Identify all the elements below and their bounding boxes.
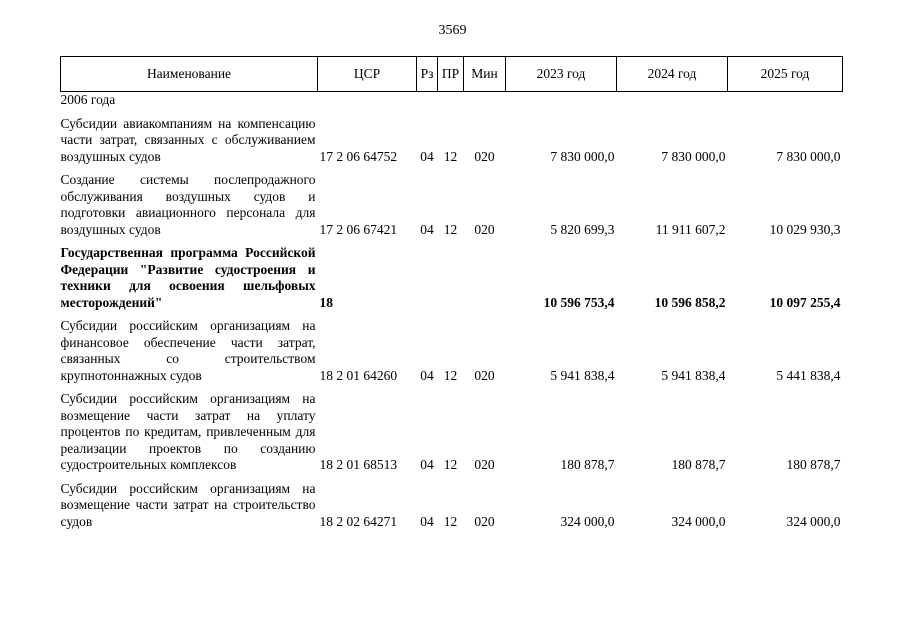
header-2024: 2024 год	[617, 57, 728, 92]
header-min: Мин	[464, 57, 506, 92]
row-min: 020	[474, 148, 495, 164]
header-pr: ПР	[438, 57, 464, 92]
row-2024: 5 941 838,4	[661, 367, 726, 383]
row-min: 020	[474, 457, 495, 472]
row-name: Субсидии авиакомпаниям на компенсацию части затрат, связанных с обслуживанием воздушных судов	[60, 115, 316, 164]
table-row	[61, 391, 843, 474]
row-min	[464, 92, 506, 109]
header-csr: ЦСР	[318, 57, 417, 92]
row-rz	[417, 92, 438, 109]
row-csr: 18 2 01 64260	[319, 367, 398, 383]
row-name: 2006 года	[60, 92, 116, 107]
row-2024: 180 878,7	[671, 457, 726, 472]
row-2024: 324 000,0	[671, 513, 726, 529]
table-row	[61, 481, 843, 531]
header-rz: Рз	[417, 57, 438, 92]
row-rz: 04	[420, 367, 434, 383]
row-name: Субсидии российским организациям на финансовое обеспечение части затрат, связанных со строительством крупнотоннажных судов	[60, 318, 316, 383]
row-2024: 11 911 607,2	[655, 221, 726, 237]
row-2025: 5 441 838,4	[776, 367, 841, 383]
row-rz	[417, 245, 438, 311]
row-2024: 7 830 000,0	[661, 148, 726, 164]
table-row	[61, 318, 843, 384]
row-2023: 180 878,7	[560, 457, 615, 472]
row-rz: 04	[420, 221, 434, 237]
row-min: 020	[474, 367, 495, 383]
row-2024: 10 596 858,2	[654, 294, 726, 310]
row-pr	[438, 92, 464, 109]
row-2025: 180 878,7	[786, 457, 841, 472]
row-name: Субсидии российским организациям на возмещение части затрат на уплату процентов по кредитам, привлеченным для реализации проектов по созданию судостроительных комплексов	[60, 391, 316, 472]
row-csr: 17 2 06 67421	[319, 221, 398, 237]
row-2025: 7 830 000,0	[776, 148, 841, 164]
header-name: Наименование	[61, 57, 318, 92]
page-number: 3569	[438, 23, 467, 38]
row-csr: 18 2 02 64271	[319, 513, 398, 529]
row-2025: 10 097 255,4	[769, 294, 841, 310]
table-row	[61, 172, 843, 238]
row-min: 020	[474, 221, 495, 237]
row-2023: 324 000,0	[560, 513, 615, 529]
row-rz: 04	[420, 513, 434, 529]
row-pr: 12	[443, 148, 458, 164]
row-2025	[728, 92, 843, 109]
row-2023: 5 820 699,3	[550, 221, 615, 237]
row-2025: 10 029 930,3	[769, 221, 841, 237]
table-row	[61, 116, 843, 166]
row-pr: 12	[443, 367, 458, 383]
row-name: Государственная программа Российской Федерации "Развитие судостроения и техники для освоения шельфовых месторождений"	[60, 245, 316, 310]
row-pr: 12	[443, 457, 458, 472]
row-csr	[318, 92, 417, 109]
table-row	[61, 92, 843, 109]
row-csr: 18	[319, 294, 333, 310]
row-2023: 5 941 838,4	[550, 367, 615, 383]
row-name: Создание системы послепродажного обслуживания воздушных судов и подготовки авиационного персонала для воздушных судов	[60, 172, 316, 237]
row-pr: 12	[443, 513, 458, 529]
row-min	[464, 245, 506, 311]
row-rz: 04	[420, 457, 434, 472]
row-csr: 17 2 06 64752	[319, 148, 398, 164]
row-2025: 324 000,0	[786, 513, 841, 529]
row-min: 020	[474, 513, 495, 529]
row-csr: 18 2 01 68513	[319, 457, 398, 472]
row-pr	[438, 245, 464, 311]
header-2023: 2023 год	[506, 57, 617, 92]
row-2024	[617, 92, 728, 109]
budget-table	[60, 56, 843, 530]
row-pr: 12	[443, 221, 458, 237]
table-header-row	[61, 57, 843, 92]
row-2023: 7 830 000,0	[550, 148, 615, 164]
row-2023	[506, 92, 617, 109]
row-rz: 04	[420, 148, 434, 164]
row-2023: 10 596 753,4	[543, 294, 615, 310]
row-name: Субсидии российским организациям на возмещение части затрат на строительство судов	[60, 480, 316, 529]
table-row-program	[61, 245, 843, 311]
header-2025: 2025 год	[728, 57, 843, 92]
